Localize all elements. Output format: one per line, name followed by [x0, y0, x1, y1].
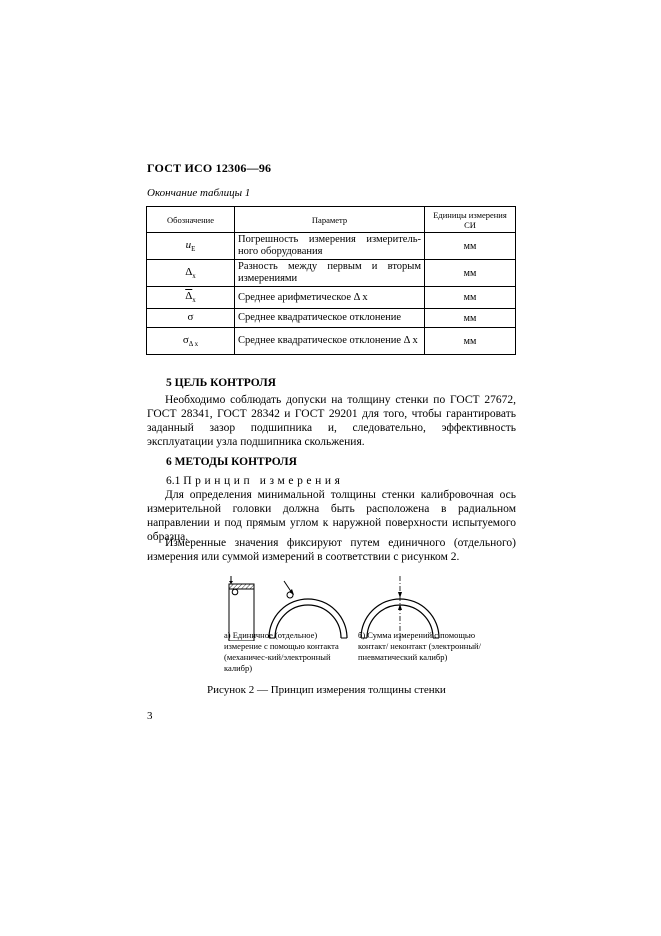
page-number: 3	[147, 710, 153, 722]
table-row	[147, 309, 516, 328]
document-header: ГОСТ ИСО 12306—96	[147, 161, 272, 175]
table-cell-symbol: σ	[147, 309, 235, 328]
table-caption: Окончание таблицы 1	[147, 187, 251, 199]
table-cell-unit: мм	[425, 233, 516, 260]
section-5-title: 5 ЦЕЛЬ КОНТРОЛЯ	[166, 377, 276, 389]
figure-caption: Рисунок 2 — Принцип измерения толщины стенки	[207, 684, 446, 696]
table-cell-parameter: Разность между первым и вторым измерениями	[235, 260, 425, 287]
table-cell-unit: мм	[425, 309, 516, 328]
section-6-title: 6 МЕТОДЫ КОНТРОЛЯ	[166, 456, 297, 468]
parameters-table	[146, 206, 516, 355]
table-cell-symbol: $\overline{\Delta}_x$	[147, 287, 235, 309]
subsection-heading: Принцип измерения	[183, 475, 344, 487]
table-cell-symbol: $\Delta_x$	[147, 260, 235, 287]
section-5-paragraph: Необходимо соблюдать допуски на толщину стенки по ГОСТ 27672, ГОСТ 28341, ГОСТ 28342 и ГОСТ 29201 для того, чтобы гарантировать заданный зазор подшипника и, следовательно, эффективность эксплуатации узла подшипника скольжения.	[147, 394, 516, 448]
table-header-symbol: Обозначение	[147, 207, 235, 233]
table-cell-parameter: Среднее квадратическое отклонение	[235, 309, 425, 328]
section-6-paragraph-2: Измеренные значения фиксируют путем единичного (отдельного) измерения или суммой измерений в соответствии с рисунком 2.	[147, 537, 516, 563]
table-cell-parameter: Среднее арифметическое Δ x	[235, 287, 425, 309]
table-header-unit: Единицы измерения СИ	[425, 207, 516, 233]
table-row	[147, 260, 516, 287]
table-cell-parameter: Среднее квадратическое отклонение Δ x	[235, 328, 425, 355]
section-6-paragraph-1: Для определения минимальной толщины стенки калибровочная ось измерительной головки должна быть расположена в радиальном направлении и под прямым углом к наружной поверхности испытуемого образца.	[147, 489, 516, 543]
table-cell-symbol: $\sigma_{\Delta x}$	[147, 328, 235, 355]
table-row	[147, 328, 516, 355]
table-cell-symbol: $u_E$	[147, 233, 235, 260]
table-cell-unit: мм	[425, 328, 516, 355]
table-header-row	[147, 207, 516, 233]
table-row	[147, 287, 516, 309]
subsection-title	[166, 475, 344, 487]
table-cell-unit: мм	[425, 260, 516, 287]
subsection-number: 6.1	[166, 475, 181, 487]
figure-caption-a: а) Единичное (отдельное) измерение с помощью контакта (механичес-кий/электронный калибр)	[224, 630, 339, 673]
table-cell-unit: мм	[425, 287, 516, 309]
table-cell-parameter: Погрешность измерения измеритель-ного оборудования	[235, 233, 425, 260]
table-row	[147, 233, 516, 260]
figure-caption-b: б) Сумма измерений с помощью контакт/ неконтакт (электронный/ пневматический калибр)	[358, 630, 481, 662]
table-header-parameter: Параметр	[235, 207, 425, 233]
